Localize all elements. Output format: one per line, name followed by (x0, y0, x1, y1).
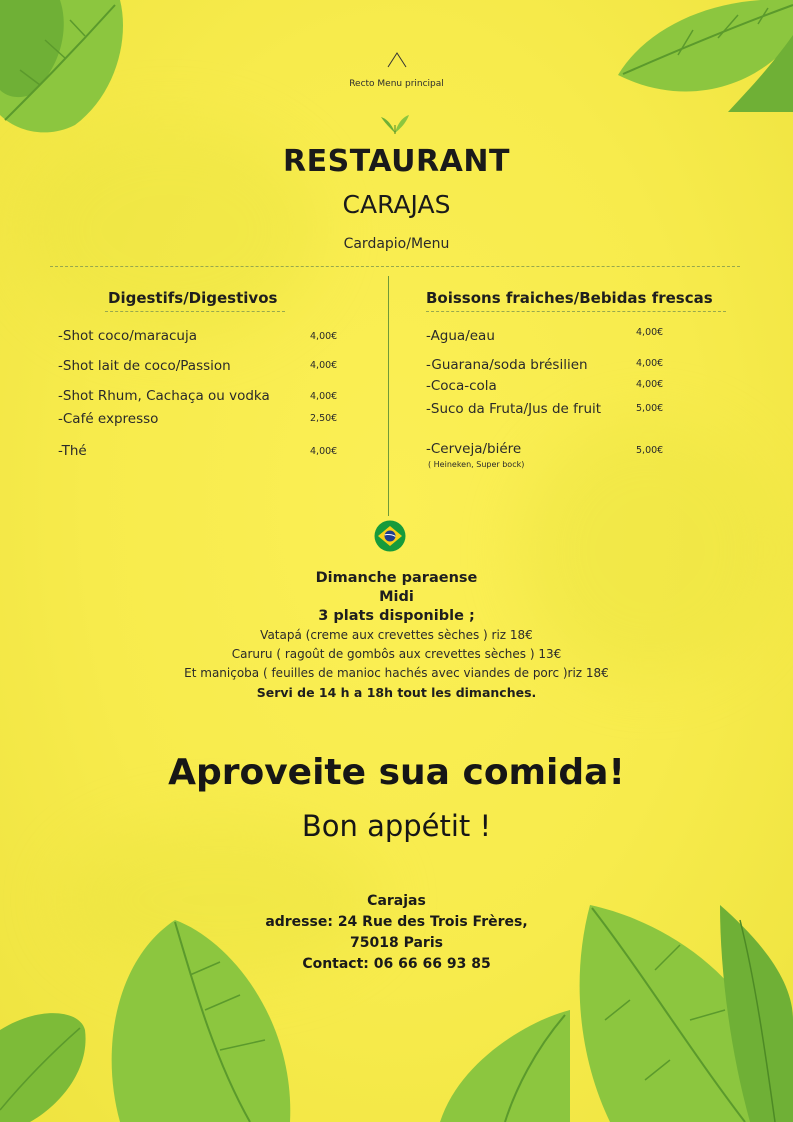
sunday-dish: Caruru ( ragoût de gombôs aux crevettes sèches ) 13€ (231, 647, 562, 661)
menu-item-name: -Suco da Fruta/Jus de fruit (426, 401, 602, 417)
brazil-flag-icon (374, 520, 406, 552)
closing-subheadline: Bon appétit ! (301, 809, 492, 843)
restaurant-title: RESTAURANT (283, 144, 510, 179)
sunday-dish: Et maniçoba ( feuilles de manioc hachés avec viandes de porc )riz 18€ (184, 666, 609, 680)
sunday-time: Midi (379, 589, 414, 605)
contact-address: adresse: 24 Rue des Trois Frères, (265, 914, 528, 930)
menu-item-name: -Agua/eau (426, 328, 495, 344)
divider (50, 266, 740, 267)
sunday-special (0, 569, 793, 702)
contact-name: Carajas (367, 893, 426, 909)
contact-block (0, 891, 793, 975)
menu-item-name: -Shot coco/maracuja (58, 328, 198, 344)
menu-item-price: 4,00€ (310, 446, 338, 457)
menu-item-price: 4,00€ (636, 327, 664, 338)
menu-item-price: 4,00€ (636, 358, 664, 369)
menu-item-price: 5,00€ (636, 403, 664, 414)
digestifs-title: Digestifs/Digestivos (108, 289, 278, 307)
menu-item-price: 4,00€ (310, 391, 338, 402)
leaf-top-right-icon (618, 0, 793, 115)
menu-item-name: -Shot Rhum, Cachaça ou vodka (58, 388, 270, 404)
menu-item-price: 5,00€ (636, 445, 664, 456)
menu-item-price: 4,00€ (310, 360, 338, 371)
leaf-bottom-middle-icon (420, 1010, 570, 1122)
menu-item-price: 2,50€ (310, 413, 338, 424)
menu-item-note: ( Heineken, Super bock) (428, 460, 525, 469)
section-divider (426, 311, 726, 312)
closing-headline: Aproveite sua comida! (168, 752, 625, 793)
menu-item-name: -Thé (58, 443, 87, 459)
sunday-dish: Vatapá (creme aux crevettes sèches ) riz 18€ (260, 628, 533, 642)
triangle-icon (387, 52, 407, 68)
section-divider (105, 311, 285, 312)
sprout-icon (380, 111, 410, 135)
leaf-top-left-icon (0, 0, 150, 140)
restaurant-subtitle: CARAJAS (342, 190, 451, 219)
sunday-count: 3 plats disponible ; (318, 608, 475, 624)
menu-item-name: -Cerveja/biére (426, 441, 522, 457)
menu-item-name: -Coca-cola (426, 378, 497, 394)
menu-tagline: Cardapio/Menu (343, 236, 450, 252)
sunday-heading: Dimanche paraense (315, 570, 478, 586)
vertical-divider (388, 276, 389, 516)
boissons-title: Boissons fraiches/Bebidas frescas (426, 289, 713, 307)
menu-item-name: -Shot lait de coco/Passion (58, 358, 231, 374)
menu-item-name: -Guarana/soda brésilien (426, 357, 588, 373)
menu-item-price: 4,00€ (636, 379, 664, 390)
sunday-served: Servi de 14 h a 18h tout les dimanches. (256, 685, 537, 700)
contact-address: 75018 Paris (350, 935, 443, 951)
menu-item-price: 4,00€ (310, 331, 338, 342)
contact-phone: Contact: 06 66 66 93 85 (302, 956, 491, 972)
menu-item-name: -Café expresso (58, 411, 159, 427)
recto-label: Recto Menu principal (349, 79, 444, 89)
